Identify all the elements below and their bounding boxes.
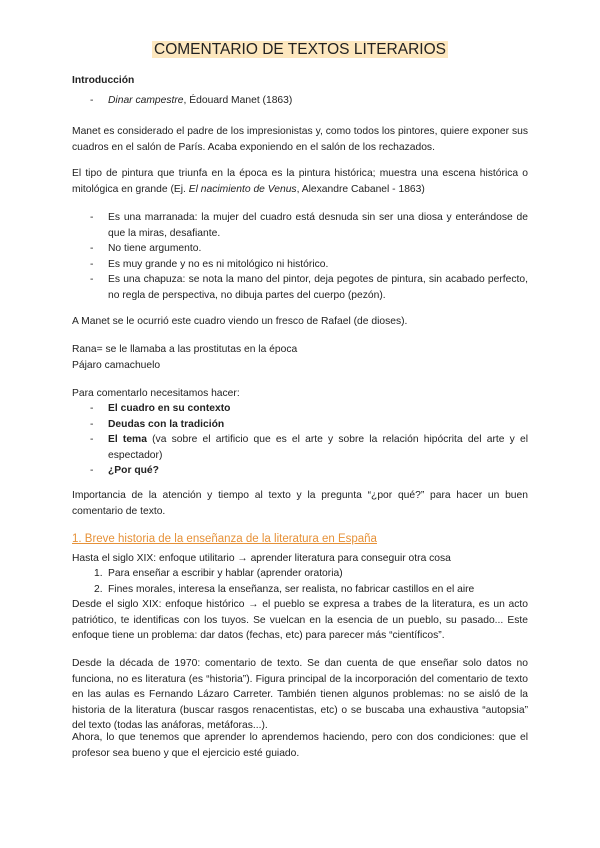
paragraph-comentario-texto: Desde la década de 1970: comentario de texto. Se dan cuenta de que enseñar solo datos no funciona, no es literatura (es “historia”). Figura principal de la incorporación del comentario de texto en las aulas es Fernando Lázaro Carreter. También tienen algunos problemas: no se aisló de la historia de la literatura (buscar rasgos renacentistas, etc) o se buscaba una exhaustiva “autopsia” del texto (todas las anáforas, metáforas...). bbox=[72, 658, 528, 732]
intro-heading: Introducción bbox=[72, 75, 135, 86]
intro-list bbox=[72, 93, 528, 109]
paragraph-comentarlo: Para comentarlo necesitamos hacer: bbox=[72, 388, 240, 399]
list-item: - Es muy grande y no es ni mitológico ni histórico. bbox=[90, 258, 329, 270]
section-heading: 1. Breve historia de la enseñanza de la literatura en España bbox=[72, 533, 377, 545]
paragraph-siglo-xix-utilitario: Hasta el siglo XIX: enfoque utilitario → aprender literatura para conseguir otra cosa bbox=[72, 553, 451, 564]
paragraph-manet: Manet es considerado el padre de los impresionistas y, como todos los pintores, quiere exponer sus cuadros en el salón de París. Acaba exponiendo en el salón de los rechazados. bbox=[72, 126, 528, 153]
paragraph-importancia: Importancia de la atención y tiempo al texto y la pregunta “¿por qué?” para hacer un buen comentario de texto. bbox=[72, 490, 528, 517]
note-pajaro: Pájaro camachuelo bbox=[72, 360, 161, 371]
numbered-list bbox=[72, 566, 528, 597]
bullet-list-comentario bbox=[72, 401, 528, 479]
paragraph-enfoque-historico: Desde el siglo XIX: enfoque histórico → el pueblo se expresa a trabes de la literatura, es un acto patriótico, te identificas con los tuyos. Se vuelcan en la esencia de un pueblo, su pasado... Este enfoque tiene un problema: dar datos (fechas, etc) para parecer más “científicos”. bbox=[72, 599, 528, 642]
note-rana: Rana= se le llamaba a las prostitutas en la época bbox=[72, 344, 298, 355]
list-item: - ¿Por qué? bbox=[90, 465, 159, 477]
list-item: - El tema (va sobre el artificio que es el arte y sobre la relación hipócrita del arte y el espectador) bbox=[90, 434, 528, 461]
document-title: COMENTARIO DE TEXTOS LITERARIOS bbox=[154, 41, 446, 58]
list-item: 1. Para enseñar a escribir y hablar (aprender oratoria) bbox=[94, 568, 343, 579]
list-item: - El cuadro en su contexto bbox=[90, 403, 231, 414]
paragraph-rafael: A Manet se le ocurrió este cuadro viendo un fresco de Rafael (de dioses). bbox=[72, 316, 408, 327]
list-item: - Deudas con la tradición bbox=[90, 418, 225, 430]
list-item: 2. Fines morales, interesa la enseñanza, ser realista, no fabricar castillos en el aire bbox=[94, 583, 475, 595]
list-item: - Dinar campestre, Édouard Manet (1863) bbox=[90, 95, 293, 106]
work-title: Dinar campestre bbox=[108, 95, 184, 106]
list-item: - No tiene argumento. bbox=[90, 243, 202, 255]
bullet-list-criticas bbox=[72, 210, 528, 304]
list-item: - Es una chapuza: se nota la mano del pintor, deja pegotes de pintura, sin acabado perfecto, no regla de perspectiva, no dibuja partes del cuerpo (pezón). bbox=[90, 274, 528, 301]
paragraph-ahora: Ahora, lo que tenemos que aprender lo aprendemos haciendo, pero con dos condiciones: que el profesor sea bueno y que el ejercicio esté guiado. bbox=[72, 732, 528, 759]
list-item: - Es una marranada: la mujer del cuadro está desnuda sin ser una diosa y enterándose de que la miras, desafiante. bbox=[90, 212, 528, 239]
paragraph-pintura-historica: El tipo de pintura que triunfa en la época es la pintura histórica; muestra una escena histórica o mitológica en grande (Ej. El nacimiento de Venus, Alexandre Cabanel - 1863) bbox=[72, 168, 528, 195]
